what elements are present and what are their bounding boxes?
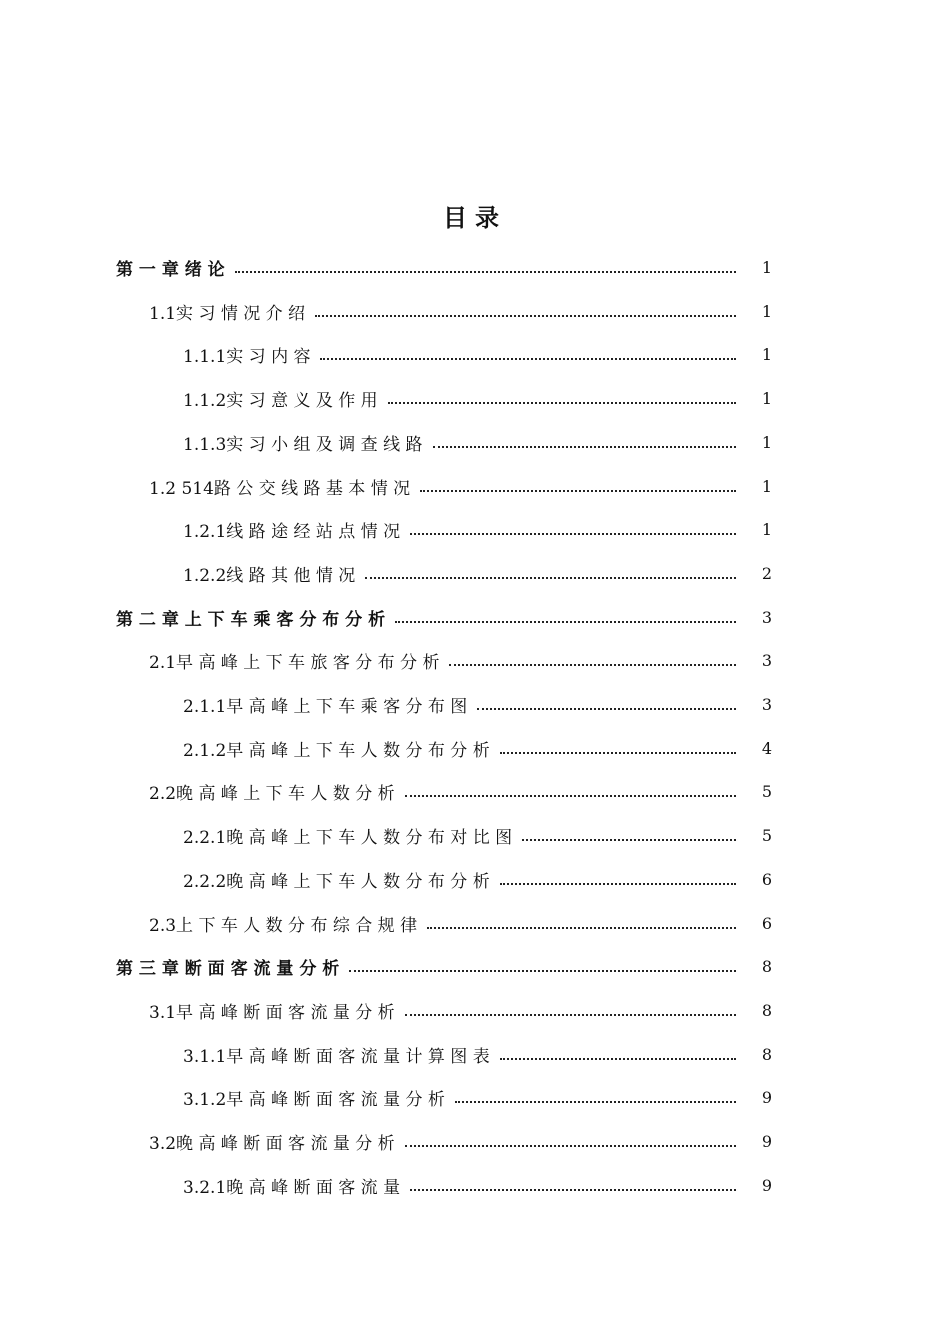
toc-entry-page: 9: [761, 1175, 772, 1195]
toc-leader-dots: [500, 733, 736, 763]
toc-entry-label: 1.1.2实 习 意 义 及 作 用: [183, 390, 378, 411]
toc-entry-page: 9: [761, 1087, 772, 1107]
toc-entry-page: 3: [761, 694, 772, 714]
toc-entry-page: 3: [761, 650, 772, 670]
toc-entry-page: 5: [761, 781, 772, 801]
toc-entry-label: 2.3上 下 车 人 数 分 布 综 合 规 律: [149, 915, 418, 936]
toc-entry[interactable]: [183, 689, 772, 719]
toc-leader-dots: [420, 471, 736, 501]
toc-entry-label: 2.2晚 高 峰 上 下 车 人 数 分 析: [149, 783, 395, 804]
toc-entry-label: 2.1.1早 高 峰 上 下 车 乘 客 分 布 图: [183, 696, 468, 717]
toc-entry-page: 6: [761, 869, 772, 889]
toc-entry[interactable]: [149, 471, 772, 501]
toc-entry-page: 5: [761, 825, 772, 845]
toc-leader-dots: [405, 1126, 736, 1156]
toc-entry-page: 4: [761, 738, 772, 758]
toc-leader-dots: [410, 514, 736, 544]
toc-entry[interactable]: [183, 514, 772, 544]
toc-leader-dots: [320, 339, 736, 369]
toc-entry-label: 第 三 章 断 面 客 流 量 分 析: [116, 958, 340, 979]
toc-entry-page: 1: [761, 301, 772, 321]
toc-entry[interactable]: [183, 820, 772, 850]
toc-leader-dots: [500, 1039, 736, 1069]
toc-entry[interactable]: [149, 1126, 772, 1156]
toc-entry-label: 第 一 章 绪 论: [116, 259, 225, 280]
toc-leader-dots: [455, 1082, 736, 1112]
toc-leader-dots: [365, 558, 736, 588]
toc-leader-dots: [405, 995, 736, 1025]
toc-entry-label: 1.1实 习 情 况 介 绍: [149, 303, 306, 324]
toc-entry-page: 6: [761, 913, 772, 933]
toc-entry-label: 3.2.1晚 高 峰 断 面 客 流 量: [183, 1177, 401, 1198]
toc-entry[interactable]: [149, 645, 772, 675]
toc-entry[interactable]: [116, 951, 772, 981]
toc-entry-label: 2.1.2早 高 峰 上 下 车 人 数 分 布 分 析: [183, 740, 490, 761]
toc-leader-dots: [477, 689, 736, 719]
toc-entry-label: 1.1.1实 习 内 容: [183, 346, 311, 367]
toc-leader-dots: [235, 252, 736, 282]
toc-entry-page: 1: [761, 476, 772, 496]
toc-entry[interactable]: [183, 864, 772, 894]
toc-entry-page: 1: [761, 519, 772, 539]
toc-entry-label: 3.1.2早 高 峰 断 面 客 流 量 分 析: [183, 1089, 445, 1110]
toc-entry-label: 1.2.1线 路 途 经 站 点 情 况: [183, 521, 401, 542]
toc-entry[interactable]: [116, 252, 772, 282]
toc-entry-page: 1: [761, 344, 772, 364]
toc-entry-page: 3: [761, 607, 772, 627]
toc-entry[interactable]: [183, 383, 772, 413]
toc-entry-label: 2.2.1晚 高 峰 上 下 车 人 数 分 布 对 比 图: [183, 827, 513, 848]
toc-entry-page: 8: [761, 956, 772, 976]
toc-entry-page: 1: [761, 257, 772, 277]
toc-entry-label: 2.1早 高 峰 上 下 车 旅 客 分 布 分 析: [149, 652, 440, 673]
toc-leader-dots: [349, 951, 736, 981]
toc-leader-dots: [395, 602, 736, 632]
toc-leader-dots: [427, 908, 736, 938]
toc-leader-dots: [522, 820, 736, 850]
toc-entry-page: 1: [761, 388, 772, 408]
toc-entry[interactable]: [116, 602, 772, 632]
toc-entry[interactable]: [183, 339, 772, 369]
toc-leader-dots: [449, 645, 736, 675]
toc-entry-label: 1.1.3实 习 小 组 及 调 查 线 路: [183, 434, 423, 455]
toc-leader-dots: [388, 383, 736, 413]
toc-entry-label: 3.1.1早 高 峰 断 面 客 流 量 计 算 图 表: [183, 1046, 490, 1067]
toc-entry-label: 3.1早 高 峰 断 面 客 流 量 分 析: [149, 1002, 395, 1023]
toc-entry[interactable]: [183, 1039, 772, 1069]
toc-entry[interactable]: [149, 995, 772, 1025]
toc-entry-label: 1.2 514路 公 交 线 路 基 本 情 况: [149, 478, 411, 499]
toc-entry-label: 3.2晚 高 峰 断 面 客 流 量 分 析: [149, 1133, 395, 1154]
toc-leader-dots: [500, 864, 736, 894]
toc-title: 目录: [443, 203, 507, 232]
toc-entry[interactable]: [149, 908, 772, 938]
toc-leader-dots: [433, 427, 737, 457]
toc-entry[interactable]: [149, 296, 772, 326]
toc-entry[interactable]: [183, 427, 772, 457]
toc-entry-page: 1: [761, 432, 772, 452]
toc-entry-label: 第 二 章 上 下 车 乘 客 分 布 分 析: [116, 609, 386, 630]
toc-entry[interactable]: [183, 1082, 772, 1112]
toc-entry[interactable]: [183, 558, 772, 588]
toc-leader-dots: [315, 296, 736, 326]
toc-leader-dots: [410, 1170, 736, 1200]
toc-entry-page: 8: [761, 1000, 772, 1020]
toc-entry-label: 2.2.2晚 高 峰 上 下 车 人 数 分 布 分 析: [183, 871, 490, 892]
toc-entry[interactable]: [183, 733, 772, 763]
toc-entry-page: 8: [761, 1044, 772, 1064]
toc-entry[interactable]: [183, 1170, 772, 1200]
toc-entry-label: 1.2.2线 路 其 他 情 况: [183, 565, 356, 586]
toc-entry-page: 9: [761, 1131, 772, 1151]
toc-leader-dots: [405, 776, 736, 806]
toc-entry-page: 2: [761, 563, 772, 583]
toc-entry[interactable]: [149, 776, 772, 806]
